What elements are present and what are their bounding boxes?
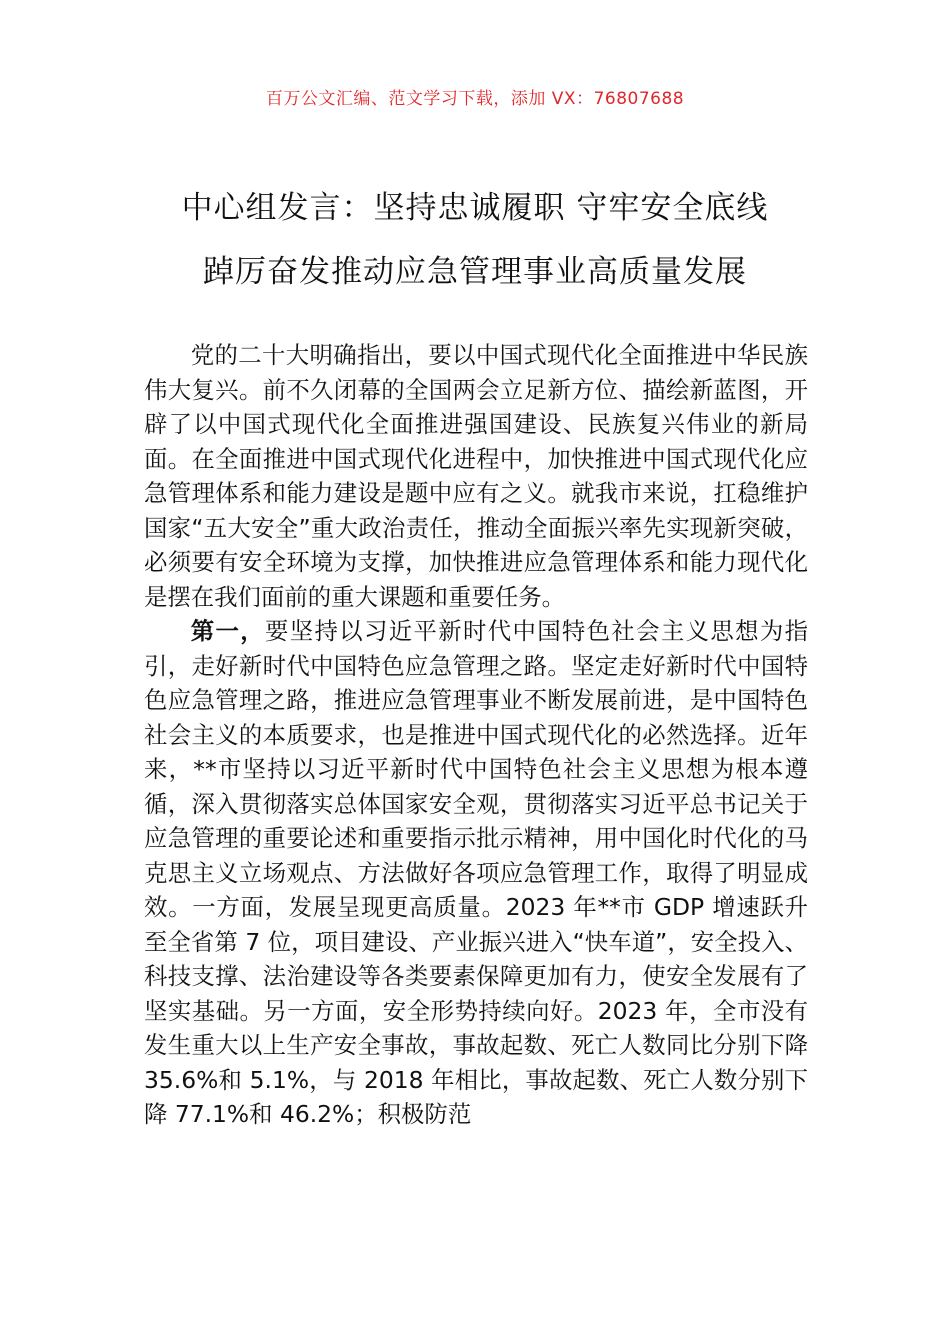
paragraph bbox=[144, 338, 808, 614]
paragraph-text: 党的二十大明确指出，要以中国式现代化全面推进中华民族伟大复兴。前不久闭幕的全国两会立足新方位、描绘新蓝图，开辟了以中国式现代化全面推进强国建设、民族复兴伟业的新局面。在全面推进中国式现代化进程中，加快推进中国式现代化应急管理体系和能力建设是题中应有之义。就我市来说，扛稳维护国家“五大安全”重大政治责任，推动全面振兴率先实现新突破，必须要有安全环境为支撑，加快推进应急管理体系和能力现代化是摆在我们面前的重大课题和重要任务。 bbox=[144, 341, 808, 611]
watermark-note: 百万公文汇编、范文学习下载，添加 VX：76807688 bbox=[265, 89, 685, 109]
paragraph-text: 要坚持以习近平新时代中国特色社会主义思想为指引，走好新时代中国特色应急管理之路。坚定走好新时代中国特色应急管理之路，推进应急管理事业不断发展前进，是中国特色社会主义的本质要求，也是推进中国式现代化的必然选择。近年来，**市坚持以习近平新时代中国特色社会主义思想为根本遵循，深入贯彻落实总体国家安全观，贯彻落实习近平总书记关于应急管理的重要论述和重要指示批示精神，用中国化时代化的马克思主义立场观点、方法做好各项应急管理工作，取得了明显成效。一方面，发展呈现更高质量。2023 年**市 GDP 增速跃升至全省第 7 位，项目建设、产业振兴进入“快车道”，安全投入、科技支撑、法治建设等各类要素保障更加有力，使安全发展有了坚实基础。另一方面，安全形势持续向好。2023 年，全市没有发生重大以上生产安全事故，事故起数、死亡人数同比分别下降 35.6%和 5.1%，与 2018 年相比，事故起数、死亡人数分别下降 77.1%和 46.2%；积极防范 bbox=[144, 617, 809, 1128]
document-title-line-1: 中心组发言：坚持忠诚履职 守牢安全底线 bbox=[181, 190, 769, 226]
document-title-line-2: 踔厉奋发推动应急管理事业高质量发展 bbox=[203, 254, 747, 290]
document-body bbox=[144, 338, 808, 1132]
paragraph-lead: 第一， bbox=[190, 617, 266, 645]
paragraph bbox=[144, 614, 808, 1132]
